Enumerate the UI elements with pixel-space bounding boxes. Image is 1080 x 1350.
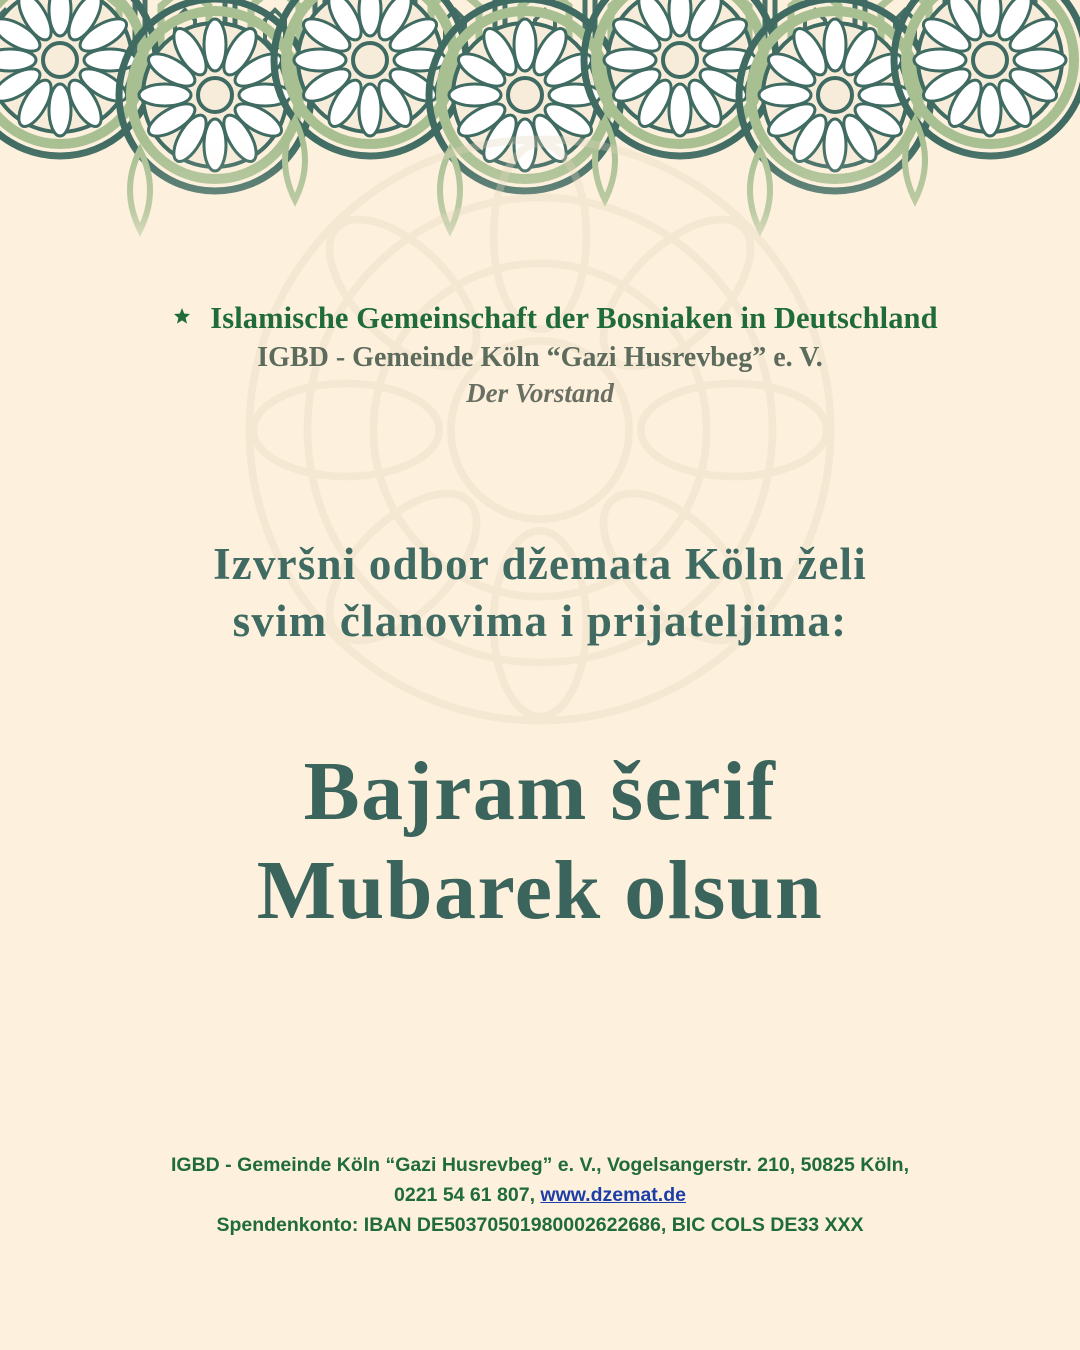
intro-line-1: Izvršni odbor džemata Köln želi (213, 539, 867, 589)
website-link[interactable]: www.dzemat.de (540, 1184, 686, 1207)
organisation-name: Islamische Gemeinschaft der Bosniaken in Deutschland (210, 300, 938, 335)
footer-address: IGBD - Gemeinde Köln “Gazi Husrevbeg” e. V., Vogelsangerstr. 210, 50825 Köln, (170, 1154, 909, 1176)
headline-line-2: Mubarek olsun (256, 844, 824, 938)
ornament-band (0, 0, 1080, 270)
crescent-moon-star-icon (142, 296, 196, 340)
organisation-header (0, 296, 1080, 409)
headline-text (0, 742, 1080, 940)
headline-line-1: Bajram šerif (303, 745, 777, 838)
footer-bank-details: Spendenkonto: IBAN DE50370501980002622686, BIC COLS DE33 XXX (216, 1214, 864, 1237)
footer-phone-and-web (0, 1180, 1080, 1210)
intro-line-2: svim članovima i prijateljima: (232, 595, 848, 646)
footer-phone: 0221 54 61 807, (394, 1184, 541, 1207)
organisation-subtitle: IGBD - Gemeinde Köln “Gazi Husrevbeg” e. V. (257, 342, 823, 373)
organisation-role: Der Vorstand (466, 378, 614, 408)
intro-text (0, 536, 1080, 649)
islamic-geometric-border-icon (0, 0, 1080, 270)
logo-row (0, 296, 1080, 340)
footer-contact (0, 1150, 1080, 1241)
